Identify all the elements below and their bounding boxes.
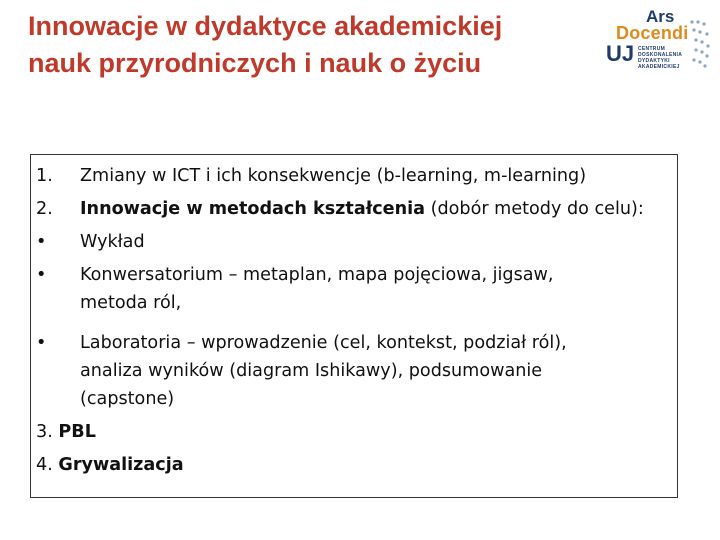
logo-subtitle: CENTRUM DOSKONALENIA DYDAKTYKI AKADEMICKIEJ [638,46,683,70]
logo-docendi-text: Docendi [616,23,689,43]
title-line-2: nauk przyrodniczych i nauk o życiu [28,48,482,78]
ars-docendi-logo [604,8,714,72]
title-line-1: Innowacje w dydaktyce akademickiej [28,11,503,41]
slide-title [28,8,588,82]
content-box: 1. Zmiany w ICT i ich konsekwencje (b-learning, m-learning) 2. Innowacje w metodach kształcenia (dobór metody do celu): • Wykład • Konwersatorium – metaplan, mapa pojęciowa, jigsaw, metoda ról, • Laboratoria – wprowadzenie (cel, kontekst, podział ról), analiza wyników (diagram Ishikawy), podsumowanie (capstone) 3. PBL 4. Grywalizacja [30,154,678,498]
logo-dots-icon [688,14,712,72]
logo-uj-text: UJ [606,41,635,66]
logo-ars-text: Ars [646,7,675,26]
